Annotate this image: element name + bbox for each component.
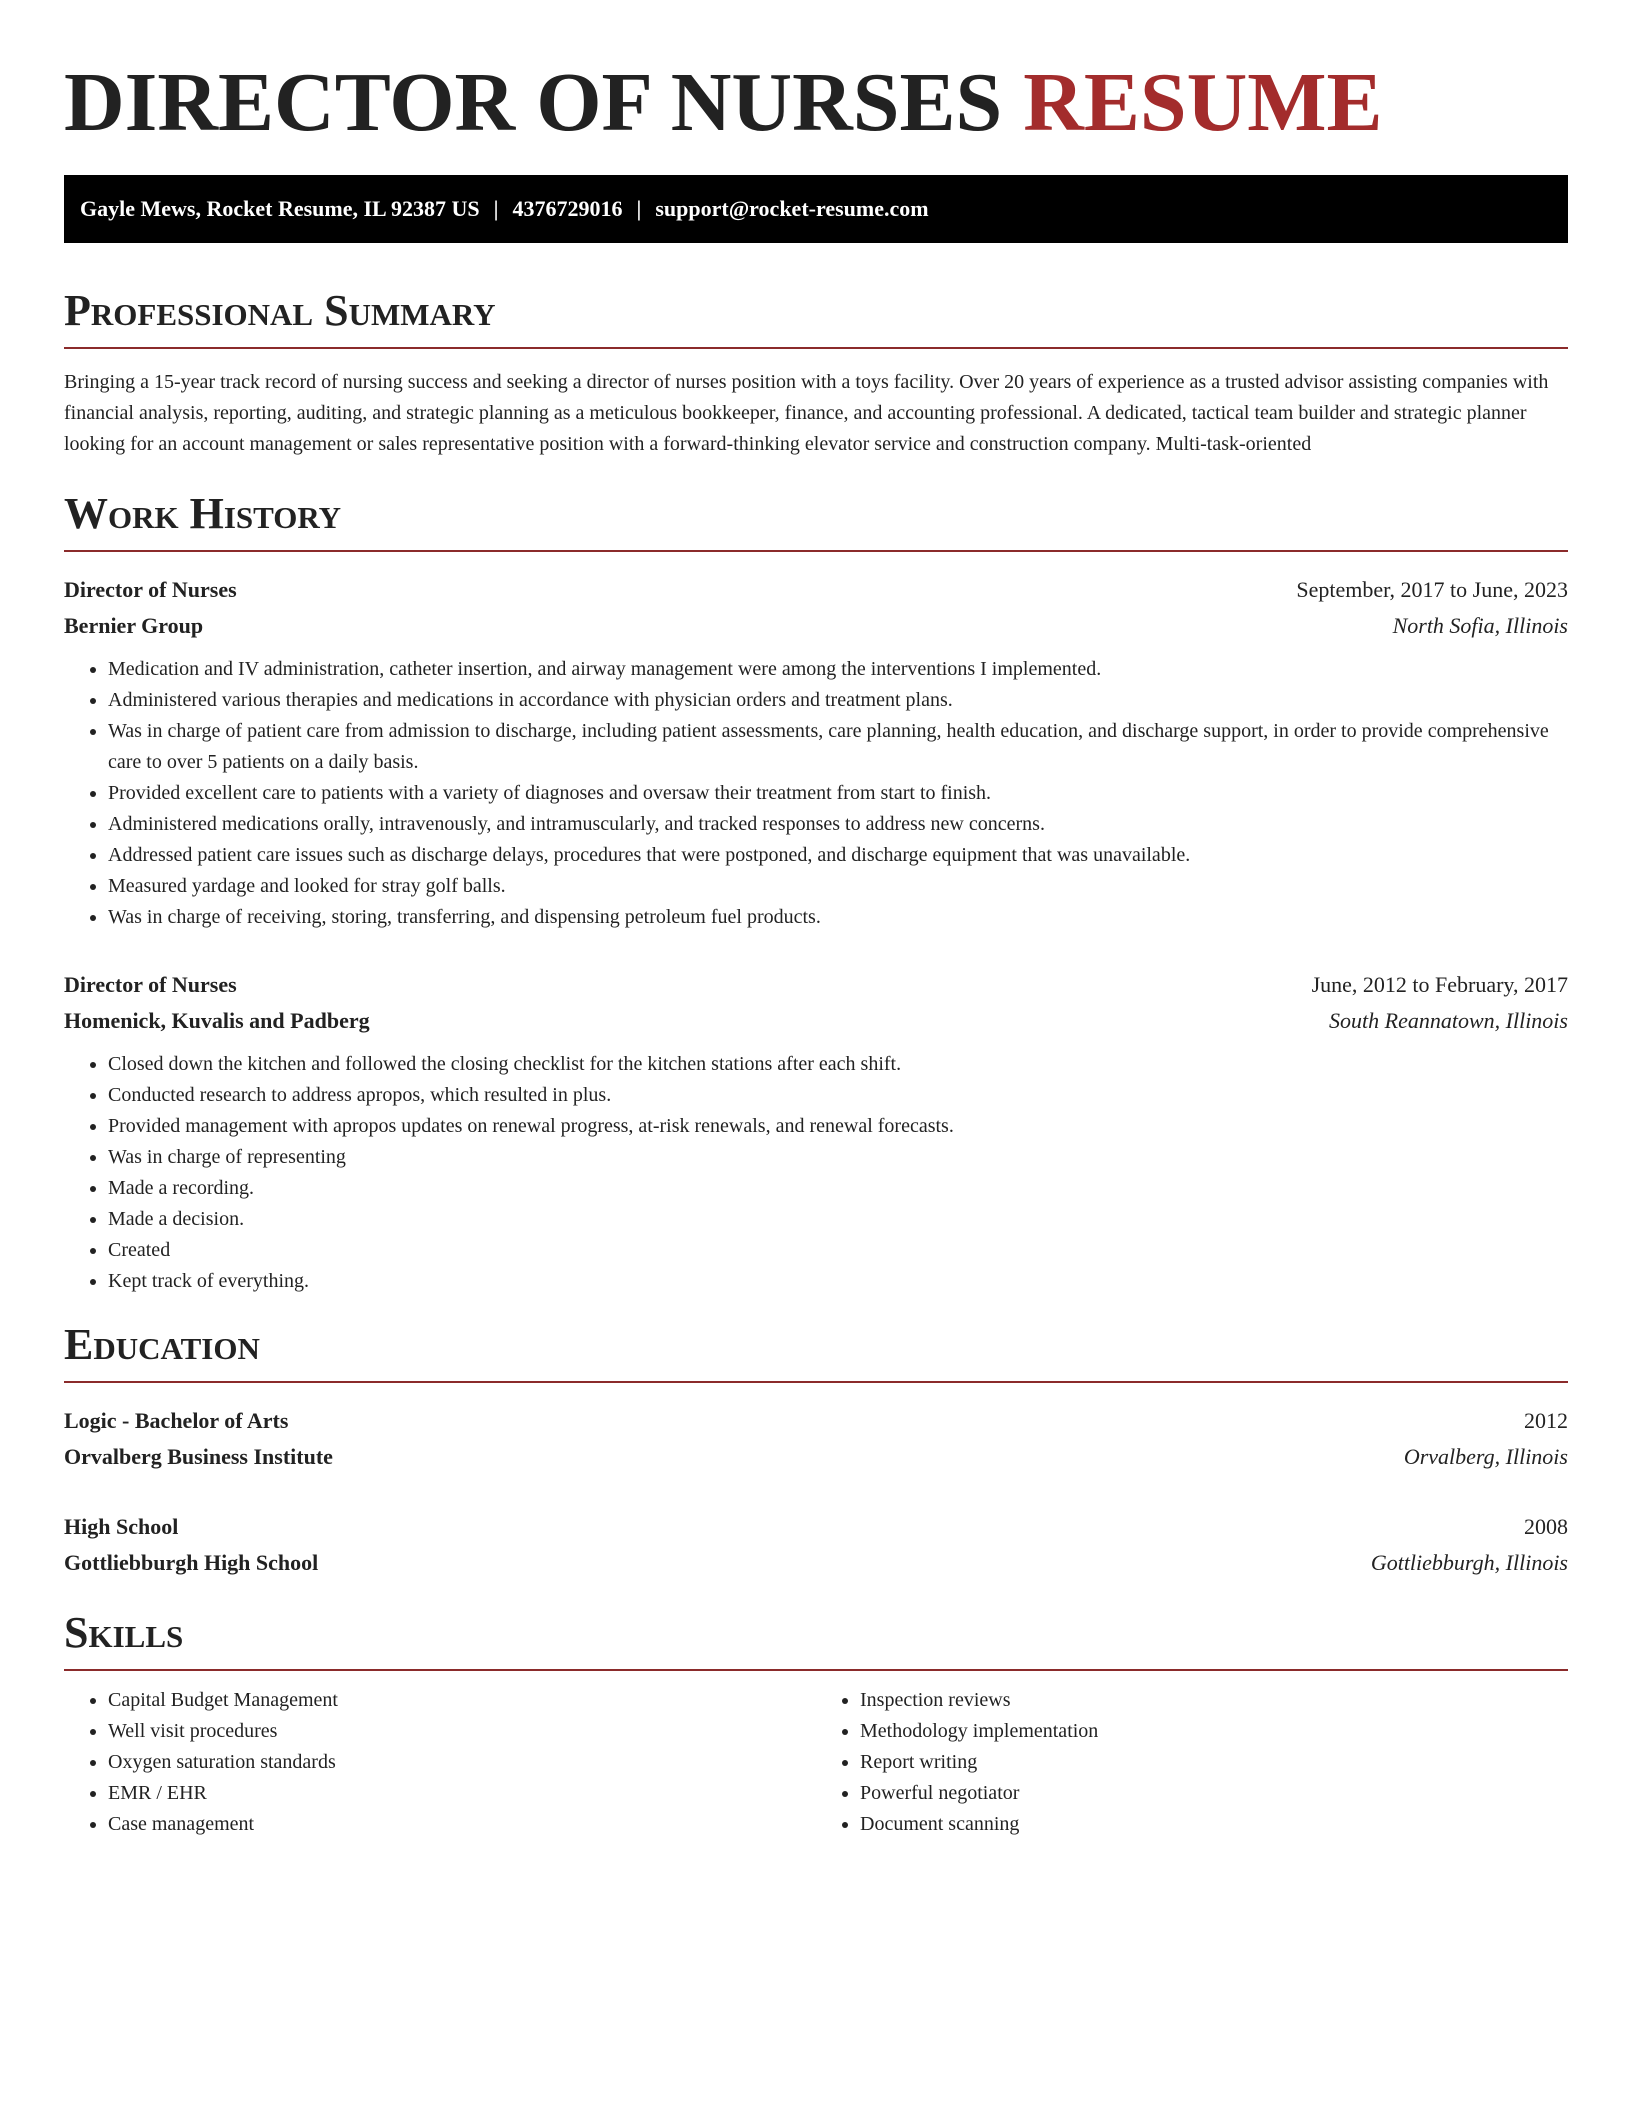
job-bullet: • Made a decision. — [108, 1204, 1568, 1235]
skill-item: • Report writing — [860, 1747, 1568, 1778]
summary-heading: Professional Summary — [64, 285, 1568, 349]
skill-item: • Methodology implementation — [860, 1716, 1568, 1747]
contact-bar — [64, 175, 1568, 243]
job-entry — [64, 967, 1568, 1297]
education-entry — [64, 1403, 1568, 1475]
job-company: Homenick, Kuvalis and Padberg — [64, 1008, 370, 1033]
education-school-row — [64, 1439, 1568, 1475]
job-bullet: • Was in charge of representing — [108, 1142, 1568, 1173]
skills-heading: Skills — [64, 1607, 1568, 1671]
job-bullet: • Provided management with apropos updates on renewal progress, at-risk renewals, and renewal forecasts. — [108, 1111, 1568, 1142]
job-bullets — [64, 654, 1568, 933]
job-dates: September, 2017 to June, 2023 — [1296, 577, 1568, 602]
education-year: 2012 — [1524, 1408, 1568, 1433]
job-bullet: • Administered various therapies and medications in accordance with physician orders and treatment plans. — [108, 685, 1568, 716]
job-bullet: • Made a recording. — [108, 1173, 1568, 1204]
job-company-row — [64, 608, 1568, 644]
skill-item: • Oxygen saturation standards — [108, 1747, 816, 1778]
job-title-row — [64, 967, 1568, 1003]
job-bullets — [64, 1049, 1568, 1297]
contact-address: Gayle Mews, Rocket Resume, IL 92387 US — [80, 196, 480, 221]
skill-item: • EMR / EHR — [108, 1778, 816, 1809]
skill-item: • Powerful negotiator — [860, 1778, 1568, 1809]
job-bullet: • Conducted research to address apropos, which resulted in plus. — [108, 1080, 1568, 1111]
job-company: Bernier Group — [64, 613, 204, 638]
education-year: 2008 — [1524, 1514, 1568, 1539]
education-degree: High School — [64, 1514, 179, 1539]
contact-phone: 4376729016 — [512, 196, 623, 221]
job-bullet: • Closed down the kitchen and followed the closing checklist for the kitchen stations after each shift. — [108, 1049, 1568, 1080]
job-bullet: • Addressed patient care issues such as discharge delays, procedures that were postponed, and discharge equipment that was unavailable. — [108, 840, 1568, 871]
job-bullet: • Kept track of everything. — [108, 1266, 1568, 1297]
job-title-row — [64, 572, 1568, 608]
skill-item: • Capital Budget Management — [108, 1685, 816, 1716]
job-bullet: • Provided excellent care to patients with a variety of diagnoses and oversaw their treatment from start to finish. — [108, 778, 1568, 809]
skills-list-left — [64, 1685, 816, 1840]
job-bullet: • Medication and IV administration, catheter insertion, and airway management were among the interventions I implemented. — [108, 654, 1568, 685]
education-school-row — [64, 1545, 1568, 1581]
skill-item: • Inspection reviews — [860, 1685, 1568, 1716]
skills-grid — [64, 1685, 1568, 1840]
education-location: Orvalberg, Illinois — [1403, 1444, 1568, 1469]
skill-item: • Well visit procedures — [108, 1716, 816, 1747]
education-location: Gottliebburgh, Illinois — [1370, 1550, 1568, 1575]
contact-separator: | — [636, 196, 642, 221]
job-bullet: • Created — [108, 1235, 1568, 1266]
title-main: DIRECTOR OF NURSES — [64, 56, 1003, 149]
work-history-heading: Work History — [64, 488, 1568, 552]
job-bullet: • Was in charge of patient care from admission to discharge, including patient assessments, care planning, health education, and discharge support, in order to provide comprehensive care to over 5 patients on a daily basis. — [108, 716, 1568, 778]
education-heading: Education — [64, 1319, 1568, 1383]
job-dates: June, 2012 to February, 2017 — [1311, 972, 1568, 997]
page-title — [64, 58, 1568, 158]
job-title: Director of Nurses — [64, 577, 237, 602]
education-degree: Logic - Bachelor of Arts — [64, 1408, 289, 1433]
contact-separator: | — [493, 196, 499, 221]
job-bullet: • Was in charge of receiving, storing, transferring, and dispensing petroleum fuel products. — [108, 902, 1568, 933]
job-company-row — [64, 1003, 1568, 1039]
education-degree-row — [64, 1509, 1568, 1545]
education-school: Gottliebburgh High School — [64, 1550, 319, 1575]
education-school: Orvalberg Business Institute — [64, 1444, 333, 1469]
contact-email[interactable]: support@rocket-resume.com — [655, 196, 929, 221]
education-degree-row — [64, 1403, 1568, 1439]
summary-text: Bringing a 15-year track record of nursing success and seeking a director of nurses position with a toys facility. Over 20 years of experience as a trusted advisor assisting companies with financial analysis, reporting, auditing, and strategic planning as a meticulous bookkeeper, finance, and accounting professional. A dedicated, tactical team builder and strategic planner looking for an account management or sales representative position with a forward-thinking elevator service and construction company. Multi-task-oriented — [64, 371, 1549, 455]
job-bullet: • Administered medications orally, intravenously, and intramuscularly, and tracked responses to address new concerns. — [108, 809, 1568, 840]
job-location: North Sofia, Illinois — [1392, 613, 1568, 638]
job-location: South Reannatown, Illinois — [1329, 1008, 1568, 1033]
resume-page — [64, 0, 1568, 1840]
title-accent: RESUME — [1023, 56, 1383, 149]
skill-item: • Document scanning — [860, 1809, 1568, 1840]
education-entry — [64, 1509, 1568, 1581]
job-bullet: • Measured yardage and looked for stray golf balls. — [108, 871, 1568, 902]
skill-item: • Case management — [108, 1809, 816, 1840]
job-title: Director of Nurses — [64, 972, 237, 997]
job-entry — [64, 572, 1568, 933]
skills-list-right — [816, 1685, 1568, 1840]
